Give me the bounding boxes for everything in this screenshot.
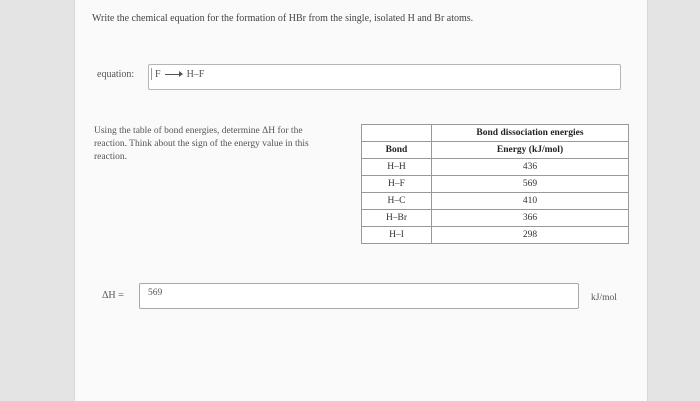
delta-h-value: 569 <box>148 288 163 298</box>
energy-cell: 436 <box>432 159 629 176</box>
equation-content <box>151 68 204 80</box>
energy-cell: 410 <box>432 193 629 210</box>
col-header-bond: Bond <box>362 142 432 159</box>
energy-cell: 366 <box>432 210 629 227</box>
equation-label: equation: <box>97 69 135 80</box>
bond-cell: H–H <box>362 159 432 176</box>
bond-cell: H–I <box>362 227 432 244</box>
equation-reactant: F <box>155 68 161 80</box>
table-row <box>362 193 629 210</box>
question-prompt: Write the chemical equation for the formation of HBr from the single, isolated H and Br atoms. <box>92 13 474 24</box>
equation-input[interactable] <box>148 64 621 90</box>
bond-cell: H–Br <box>362 210 432 227</box>
energy-cell: 569 <box>432 176 629 193</box>
reaction-arrow-icon <box>165 70 183 78</box>
unit-label: kJ/mol <box>591 293 617 303</box>
bond-cell: H–C <box>362 193 432 210</box>
table-spacer-cell <box>362 125 432 142</box>
table-row <box>362 176 629 193</box>
input-cursor <box>151 68 152 80</box>
delta-h-label: ΔH = <box>102 290 124 301</box>
delta-h-input[interactable] <box>139 283 579 309</box>
equation-product: H–F <box>186 68 205 80</box>
table-row <box>362 210 629 227</box>
table-title: Bond dissociation energies <box>432 125 629 142</box>
bond-energy-table <box>361 124 629 244</box>
table-row <box>362 227 629 244</box>
col-header-energy: Energy (kJ/mol) <box>432 142 629 159</box>
energy-cell: 298 <box>432 227 629 244</box>
table-row <box>362 159 629 176</box>
instructions-text: Using the table of bond energies, determine ΔH for the reaction. Think about the sign of the energy value in this reaction. <box>94 126 309 162</box>
bond-cell: H–F <box>362 176 432 193</box>
